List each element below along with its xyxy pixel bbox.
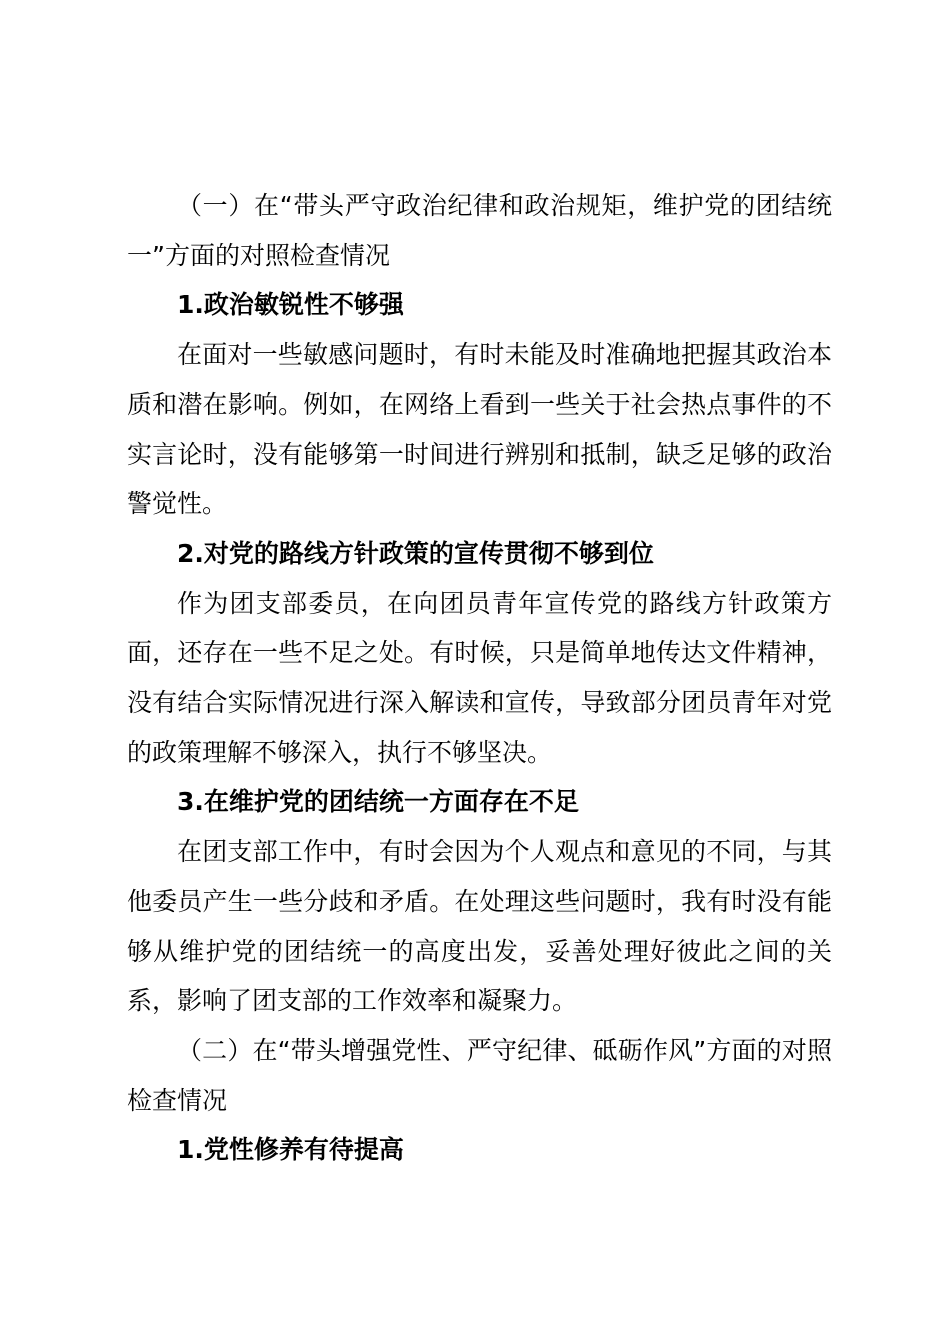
body-paragraph-1-1: 在面对一些敏感问题时，有时未能及时准确地把握其政治本质和潜在影响。例如，在网络上看到一些关于社会热点事件的不实言论时，没有能够第一时间进行辨别和抵制，缺乏足够的政治警觉性。 <box>127 340 832 519</box>
subheading-2-1: 1.党性修养有待提高 <box>177 1135 404 1165</box>
subheading-1-3: 3.在维护党的团结统一方面存在不足 <box>177 787 579 817</box>
document-page <box>127 181 832 1175</box>
section-heading-1: （一）在“带头严守政治纪律和政治规矩，维护党的团结统一”方面的对照检查情况 <box>127 191 832 270</box>
subheading-1-1: 1.政治敏锐性不够强 <box>177 290 404 320</box>
body-paragraph-1-2: 作为团支部委员，在向团员青年宣传党的路线方针政策方面，还存在一些不足之处。有时候，只是简单地传达文件精神，没有结合实际情况进行深入解读和宣传，导致部分团员青年对党的政策理解不够深入，执行不够坚决。 <box>127 588 832 767</box>
subheading-1-2: 2.对党的路线方针政策的宣传贯彻不够到位 <box>177 538 654 568</box>
section-heading-2: （二）在“带头增强党性、严守纪律、砥砺作风”方面的对照检查情况 <box>127 1035 832 1115</box>
body-paragraph-1-3: 在团支部工作中，有时会因为个人观点和意见的不同，与其他委员产生一些分歧和矛盾。在处理这些问题时，我有时没有能够从维护党的团结统一的高度出发，妥善处理好彼此之间的关系，影响了团支部的工作效率和凝聚力。 <box>127 837 832 1016</box>
